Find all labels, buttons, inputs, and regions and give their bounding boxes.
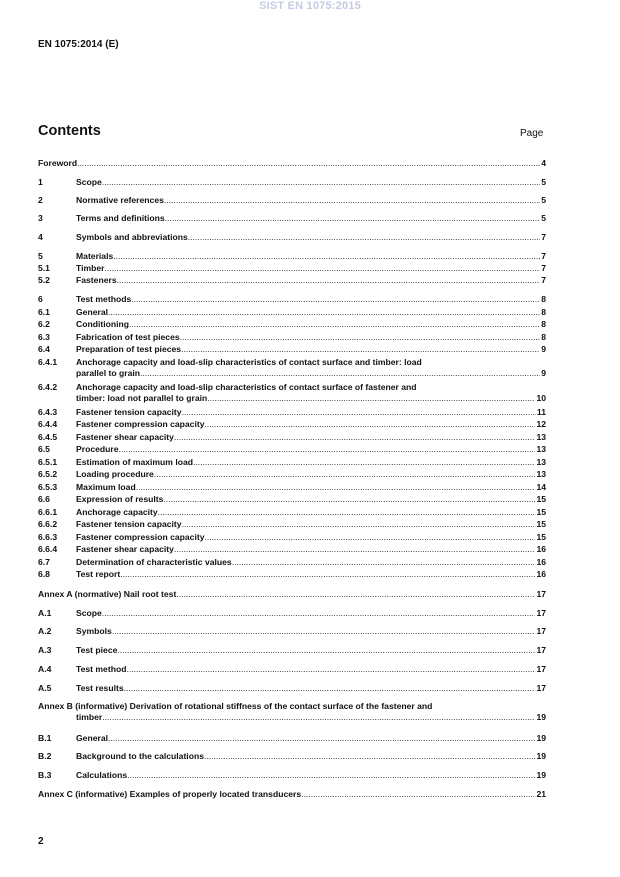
toc-entry-title: Anchorage capacity and load-slip characteristics of contact surface and timber: load — [76, 357, 422, 367]
toc-entry-number: 1 — [38, 177, 43, 187]
toc-entry-title: Background to the calculations — [76, 751, 204, 761]
toc-entry[interactable] — [38, 494, 546, 505]
toc-entry-page: 19 — [536, 770, 546, 780]
toc-entry-page: 13 — [536, 469, 546, 479]
page-column-label: Page — [520, 128, 544, 139]
toc-entry-title: Maximum load — [76, 482, 136, 492]
toc-entry-page: 10 — [536, 393, 546, 403]
toc-entry-page: 16 — [536, 544, 546, 554]
toc-leader-dots — [154, 469, 536, 480]
toc-leader-dots — [174, 544, 536, 555]
toc-entry-title: Fastener compression capacity — [76, 419, 205, 429]
toc-entry[interactable] — [38, 557, 546, 568]
toc-entry-title: Estimation of maximum load — [76, 457, 193, 467]
toc-entry-title: Scope — [76, 177, 102, 187]
toc-entry-title: Symbols — [76, 626, 112, 636]
toc-entry-page: 8 — [541, 294, 546, 304]
toc-entry-title: Test piece — [76, 645, 118, 655]
toc-leader-dots — [119, 444, 536, 455]
toc-entry-number: A.1 — [38, 608, 52, 618]
toc-leader-dots — [102, 177, 540, 188]
toc-entry[interactable] — [38, 275, 546, 286]
toc-entry-number: 6.5.2 — [38, 469, 58, 479]
toc-leader-dots — [188, 232, 540, 243]
toc-leader-dots — [163, 494, 535, 505]
toc-entry-number: B.3 — [38, 770, 52, 780]
toc-entry-title: Fastener compression capacity — [76, 532, 205, 542]
toc-entry[interactable] — [38, 770, 546, 781]
toc-entry[interactable] — [38, 569, 546, 580]
toc-leader-dots — [140, 368, 540, 379]
toc-entry-page: 16 — [536, 557, 546, 567]
toc-entry-page: 9 — [541, 344, 546, 354]
toc-leader-dots — [204, 419, 535, 430]
toc-entry-title: Anchorage capacity — [76, 507, 158, 517]
toc-entry-page: 7 — [541, 263, 546, 273]
toc-leader-dots — [204, 532, 535, 543]
toc-entry-title: General — [76, 733, 109, 743]
toc-entry-title: Fastener shear capacity — [76, 544, 174, 554]
toc-entry-page: 21 — [536, 789, 546, 799]
toc-entry-title-continued: parallel to grain — [76, 368, 140, 378]
toc-entry-title: Fastener tension capacity — [76, 407, 182, 417]
toc-entry[interactable] — [38, 432, 546, 443]
toc-entry-number: B.2 — [38, 751, 52, 761]
toc-entry-page: 16 — [536, 569, 546, 579]
toc-entry-number: 6.4.1 — [38, 357, 58, 367]
toc-leader-dots — [127, 770, 535, 781]
toc-entry-number: 6.4 — [38, 344, 50, 354]
toc-entry[interactable] — [38, 332, 546, 343]
toc-entry[interactable] — [38, 532, 546, 543]
toc-leader-dots — [182, 519, 536, 530]
toc-entry-number: 6.6.2 — [38, 519, 58, 529]
toc-entry-title: Annex B (informative) Derivation of rotational stiffness of the contact surface of the fastener and — [38, 701, 433, 711]
toc-entry-number: 3 — [38, 213, 43, 223]
toc-entry-title: Timber — [76, 263, 105, 273]
toc-leader-dots — [174, 432, 536, 443]
toc-entry-page: 17 — [536, 664, 546, 674]
toc-entry-number: 4 — [38, 232, 43, 242]
watermark: SIST EN 1075:2015 — [259, 0, 361, 12]
toc-entry-number: 6.5 — [38, 444, 50, 454]
toc-entry-title-continued: timber: load not parallel to grain — [76, 393, 208, 403]
toc-entry-page: 19 — [536, 751, 546, 761]
toc-entry-title: Fastener shear capacity — [76, 432, 174, 442]
toc-entry-number: 6.1 — [38, 307, 50, 317]
toc-leader-dots — [164, 195, 540, 206]
toc-entry-title: Test method — [76, 664, 127, 674]
toc-entry-title: Fabrication of test pieces — [76, 332, 180, 342]
toc-leader-dots — [180, 332, 541, 343]
toc-leader-dots — [129, 319, 540, 330]
toc-leader-dots — [204, 751, 535, 762]
toc-entry[interactable] — [38, 733, 546, 744]
toc-entry[interactable] — [38, 645, 546, 656]
toc-entry-number: B.1 — [38, 733, 52, 743]
toc-leader-dots — [158, 507, 536, 518]
toc-entry-number: 6.2 — [38, 319, 50, 329]
toc-entry-page: 15 — [536, 507, 546, 517]
toc-entry-number: 5.1 — [38, 263, 50, 273]
toc-entry[interactable] — [38, 701, 546, 723]
toc-entry[interactable] — [38, 232, 546, 243]
toc-entry-number: 6.6 — [38, 494, 50, 504]
toc-entry[interactable] — [38, 507, 546, 518]
toc-leader-dots — [126, 664, 535, 675]
toc-leader-dots — [182, 407, 536, 418]
toc-entry-title: Anchorage capacity and load-slip characteristics of contact surface of fastener and — [76, 382, 417, 392]
toc-entry[interactable] — [38, 608, 546, 619]
toc-entry-number: 6.5.1 — [38, 457, 58, 467]
toc-entry-title: Procedure — [76, 444, 119, 454]
toc-leader-dots — [77, 158, 540, 169]
toc-entry-title: Terms and definitions — [76, 213, 165, 223]
toc-entry[interactable] — [38, 664, 546, 675]
toc-entry-number: 6.4.5 — [38, 432, 58, 442]
toc-entry-page: 8 — [541, 307, 546, 317]
toc-leader-dots — [301, 789, 535, 800]
toc-entry-page: 19 — [536, 712, 546, 722]
toc-entry-page: 9 — [541, 368, 546, 378]
toc-entry-page: 17 — [536, 683, 546, 693]
toc-leader-dots — [117, 645, 535, 656]
toc-entry[interactable] — [38, 482, 546, 493]
toc-entry-page: 11 — [536, 407, 546, 417]
toc-entry[interactable] — [38, 519, 546, 530]
toc-entry-number: A.3 — [38, 645, 52, 655]
toc-entry-number: 6.6.3 — [38, 532, 58, 542]
toc-entry-title: Preparation of test pieces — [76, 344, 182, 354]
toc-entry-page: 14 — [536, 482, 546, 492]
toc-entry-page: 4 — [541, 158, 546, 168]
toc-entry-number: 6.6.4 — [38, 544, 58, 554]
toc-entry-number: 6.4.3 — [38, 407, 58, 417]
toc-leader-dots — [117, 275, 541, 286]
toc-entry-number: 6.3 — [38, 332, 50, 342]
toc-leader-dots — [105, 263, 541, 274]
toc-entry-number: 6.8 — [38, 569, 50, 579]
toc-entry-page: 17 — [536, 608, 546, 618]
toc-entry-title: Determination of characteristic values — [76, 557, 232, 567]
toc-entry-number: 6 — [38, 294, 43, 304]
toc-entry-title: Materials — [76, 251, 114, 261]
toc-entry[interactable] — [38, 751, 546, 762]
toc-leader-dots — [108, 733, 535, 744]
toc-entry-title: Foreword — [38, 158, 78, 168]
toc-entry-page: 7 — [541, 275, 546, 285]
toc-entry[interactable] — [38, 251, 546, 262]
toc-entry-title: Fasteners — [76, 275, 117, 285]
page-number: 2 — [38, 836, 44, 847]
toc-entry-page: 15 — [536, 519, 546, 529]
toc-entry-page: 8 — [541, 319, 546, 329]
toc-entry[interactable] — [38, 344, 546, 355]
toc-leader-dots — [165, 213, 541, 224]
toc-entry-title-continued: timber — [76, 712, 103, 722]
contents-heading: Contents — [38, 123, 101, 139]
toc-entry[interactable] — [38, 307, 546, 318]
toc-entry-title: Loading procedure — [76, 469, 154, 479]
toc-entry-number: 6.6.1 — [38, 507, 58, 517]
toc-entry-page: 17 — [536, 645, 546, 655]
toc-entry[interactable] — [38, 419, 546, 430]
toc-leader-dots — [112, 626, 536, 637]
toc-entry-page: 13 — [536, 444, 546, 454]
toc-entry[interactable] — [38, 213, 546, 224]
toc-entry-page: 13 — [536, 457, 546, 467]
toc-entry-title: General — [76, 307, 109, 317]
toc-entry-number: 6.4.2 — [38, 382, 58, 392]
toc-entry-title: Conditioning — [76, 319, 129, 329]
toc-entry-number: A.5 — [38, 683, 52, 693]
toc-entry[interactable] — [38, 357, 546, 379]
toc-entry-title: Test report — [76, 569, 121, 579]
toc-entry-number: 5.2 — [38, 275, 50, 285]
toc-entry-page: 19 — [536, 733, 546, 743]
toc-entry-number: A.2 — [38, 626, 52, 636]
toc-entry-page: 13 — [536, 432, 546, 442]
toc-entry-number: A.4 — [38, 664, 52, 674]
toc-entry[interactable] — [38, 626, 546, 637]
toc-leader-dots — [232, 557, 536, 568]
toc-entry-number: 5 — [38, 251, 43, 261]
toc-leader-dots — [124, 683, 536, 694]
toc-entry-title: Calculations — [76, 770, 128, 780]
toc-entry[interactable] — [38, 319, 546, 330]
toc-entry-title: Annex A (normative) Nail root test — [38, 589, 177, 599]
toc-entry-page: 8 — [541, 332, 546, 342]
toc-entry-page: 17 — [536, 626, 546, 636]
toc-entry[interactable] — [38, 158, 546, 169]
toc-entry[interactable] — [38, 544, 546, 555]
toc-entry-title: Normative references — [76, 195, 164, 205]
toc-entry-page: 5 — [541, 195, 546, 205]
toc-entry-page: 15 — [536, 494, 546, 504]
toc-entry-page: 5 — [541, 213, 546, 223]
toc-leader-dots — [207, 393, 535, 404]
toc-entry[interactable] — [38, 177, 546, 188]
toc-leader-dots — [102, 608, 536, 619]
toc-entry-number: 6.4.4 — [38, 419, 58, 429]
toc-entry-page: 7 — [541, 251, 546, 261]
toc-leader-dots — [108, 307, 540, 318]
toc-entry[interactable] — [38, 444, 546, 455]
toc-entry-title: Test methods — [76, 294, 132, 304]
toc-entry[interactable] — [38, 589, 546, 600]
toc-entry-number: 6.7 — [38, 557, 50, 567]
toc-entry-title: Expression of results — [76, 494, 164, 504]
toc-entry[interactable] — [38, 382, 546, 404]
toc-entry[interactable] — [38, 789, 546, 800]
toc-leader-dots — [193, 457, 535, 468]
document-id: EN 1075:2014 (E) — [38, 39, 119, 50]
toc-entry[interactable] — [38, 407, 546, 418]
toc-entry[interactable] — [38, 294, 546, 305]
toc-entry-page: 15 — [536, 532, 546, 542]
toc-leader-dots — [131, 294, 540, 305]
toc-entry-title: Test results — [76, 683, 124, 693]
toc-leader-dots — [136, 482, 536, 493]
toc-entry-number: 6.5.3 — [38, 482, 58, 492]
toc-entry-page: 12 — [536, 419, 546, 429]
toc-entry-title: Fastener tension capacity — [76, 519, 182, 529]
toc-entry-page: 7 — [541, 232, 546, 242]
toc-leader-dots — [113, 251, 540, 262]
toc-entry-page: 5 — [541, 177, 546, 187]
toc-entry-number: 2 — [38, 195, 43, 205]
toc-entry-page: 17 — [536, 589, 546, 599]
toc-entry[interactable] — [38, 195, 546, 206]
toc-entry-title: Annex C (informative) Examples of properly located transducers — [38, 789, 302, 799]
toc-entry[interactable] — [38, 683, 546, 694]
toc-entry[interactable] — [38, 263, 546, 274]
toc-leader-dots — [102, 712, 535, 723]
toc-entry[interactable] — [38, 457, 546, 468]
toc-entry-title: Scope — [76, 608, 102, 618]
toc-leader-dots — [176, 589, 535, 600]
toc-entry-title: Symbols and abbreviations — [76, 232, 188, 242]
toc-leader-dots — [181, 344, 540, 355]
toc-entry[interactable] — [38, 469, 546, 480]
toc-leader-dots — [120, 569, 535, 580]
